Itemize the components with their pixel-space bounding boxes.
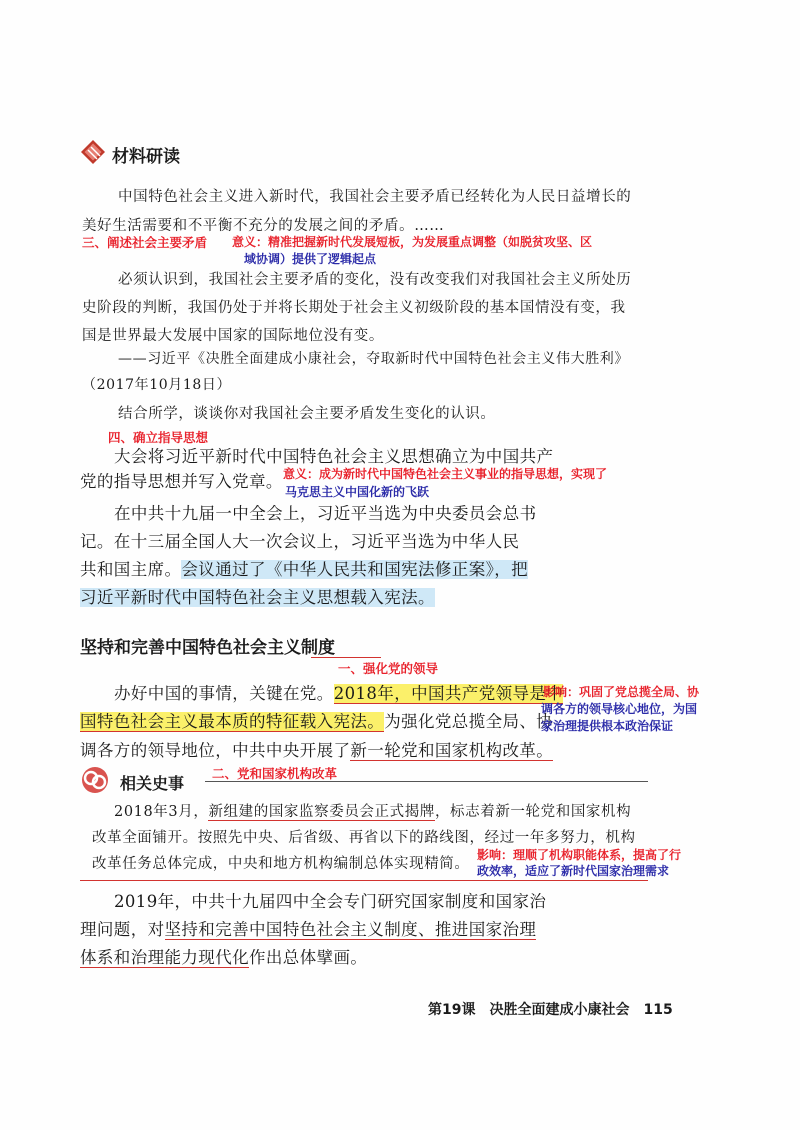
closing-line3-a-underlined: 体系和治理能力现代化: [80, 948, 249, 967]
system-line3-a: 调各方的领导地位，中共中央开展了: [80, 741, 351, 760]
annotation-3-text: 意义：精准把握新时代发展短板，为发展重点调整（如脱贫攻坚、区: [232, 235, 593, 249]
material-para2-line3: 国是世界最大发展中国家的国际地位没有变。: [82, 328, 384, 344]
annotation-4-meaning: 意义：成为新时代中国特色社会主义事业的指导思想，实现了: [283, 467, 608, 481]
annotation-1-impact-c: 家治理提供根本政治保证: [541, 719, 674, 733]
guiding-line5: [80, 556, 528, 580]
system-line1-b-highlighted: 2018年，中国共产党领导是中: [333, 684, 564, 703]
history-icon: [80, 765, 110, 795]
system-heading: 坚持和完善中国特色社会主义制度: [80, 638, 335, 658]
system-line3: [80, 737, 553, 761]
material-source: ——习近平《决胜全面建成小康社会，夺取新时代中国特色社会主义伟大胜利》: [118, 351, 629, 367]
history-line1-a: 2018年3月，: [114, 804, 209, 820]
annotation-3-text-a: [232, 233, 592, 250]
annotation-4-meaning-a: [283, 465, 607, 482]
annotation-4-meaning-b: 马克思主义中国化新的飞跃: [285, 485, 430, 499]
closing-line2-b-underlined: 坚持和完善中国特色社会主义制度、推进国家治理: [164, 920, 537, 939]
history-impact: 影响：理顺了机构职能体系，提高了行: [477, 848, 682, 862]
guiding-line5-a: 共和国主席。: [80, 560, 182, 579]
closing-line2: [80, 916, 536, 940]
history-line1-c: ，标志着新一轮党和国家机构: [434, 804, 632, 820]
annotation-3-label: 三、阐述社会主要矛盾: [82, 235, 208, 250]
annotation-2-label: 二、党和国家机构改革: [212, 766, 338, 781]
history-line1-b-underlined: 新组建的国家监察委员会正式揭牌: [208, 804, 435, 820]
history-line1: [114, 800, 631, 821]
guiding-line5-b-highlighted: 会议通过了《中华人民共和国宪法修正案》，把: [181, 560, 529, 579]
guiding-line3: 在中共十九届一中全会上，习近平当选为中央委员会总书: [114, 504, 537, 523]
history-line3: [92, 852, 470, 873]
guiding-line6-highlighted: 习近平新时代中国特色社会主义思想载入宪法。: [80, 588, 435, 607]
system-line2-a-highlighted: 国特色社会主义最本质的特征载入宪法。: [80, 712, 385, 731]
system-line1: [114, 680, 563, 704]
history-swirl-icon: [80, 765, 110, 795]
system-line2: [80, 708, 553, 732]
material-section-title: 材料研读: [112, 147, 180, 167]
history-footer-rule: [80, 880, 648, 881]
material-para2-line1: 必须认识到，我国社会主要矛盾的变化，没有改变我们对我国社会主义所处历: [118, 272, 632, 288]
annotation-1-impact: 影响：巩固了党总揽全局、协: [543, 685, 700, 699]
system-line2-b: 为强化党总揽全局、协: [384, 712, 554, 731]
system-line3-b-underlined: 新一轮党和国家机构改革。: [350, 741, 554, 760]
material-source-date: （2017年10月18日）: [82, 377, 232, 393]
history-impact-b: 政效率，适应了新时代国家治理需求: [477, 864, 670, 878]
guiding-line4: 记。在十三届全国人大一次会议上，习近平当选为中华人民: [80, 532, 520, 551]
annotation-4-label: 四、确立指导思想: [108, 430, 209, 445]
history-header-rule: [205, 781, 648, 782]
annotation-1-impact-b: 调各方的领导核心地位，为国: [541, 702, 698, 716]
material-question: 结合所学，谈谈你对我国社会主要矛盾发生变化的认识。: [118, 406, 496, 422]
guiding-line2: 党的指导思想并写入党章。: [80, 472, 283, 491]
history-title: 相关史事: [120, 774, 185, 793]
annotation-1-underline: [311, 657, 381, 658]
history-line2: 改革全面铺开。按照先中央、后省级、再省以下的路线图，经过一年多努力，机构: [92, 830, 636, 846]
closing-line3-b: 作出总体擘画。: [249, 948, 368, 967]
material-para1-line2: 美好生活需要和不平衡不充分的发展之间的矛盾。……: [82, 218, 445, 234]
history-impact-a: [477, 846, 681, 863]
page-footer: 第19课 决胜全面建成小康社会 115: [428, 1002, 673, 1018]
material-section-icon: [78, 137, 108, 167]
guiding-line6: [80, 584, 435, 608]
annotation-3-text-b: 域协调）提供了逻辑起点: [244, 252, 377, 266]
notebook-icon: [78, 137, 108, 167]
annotation-1-impact-a: [543, 683, 699, 700]
system-line1-a: 办好中国的事情，关键在党。: [114, 684, 334, 703]
closing-line3: [80, 944, 367, 968]
history-line3-a: 改革任务总体完成，中央和地方机构编制总体实现精简。: [92, 856, 470, 872]
closing-line1: 2019年，中共十九届四中全会专门研究国家制度和国家治: [114, 892, 547, 911]
closing-line2-a: 理问题，对: [80, 920, 165, 939]
guiding-line1: 大会将习近平新时代中国特色社会主义思想确立为中国共产: [114, 447, 554, 466]
material-para1-line1: 中国特色社会主义进入新时代，我国社会主要矛盾已经转化为人民日益增长的: [118, 189, 632, 205]
material-para2-line2: 史阶段的判断，我国仍处于并将长期处于社会主义初级阶段的基本国情没有变，我: [82, 300, 626, 316]
annotation-1-label: 一、强化党的领导: [338, 661, 439, 676]
